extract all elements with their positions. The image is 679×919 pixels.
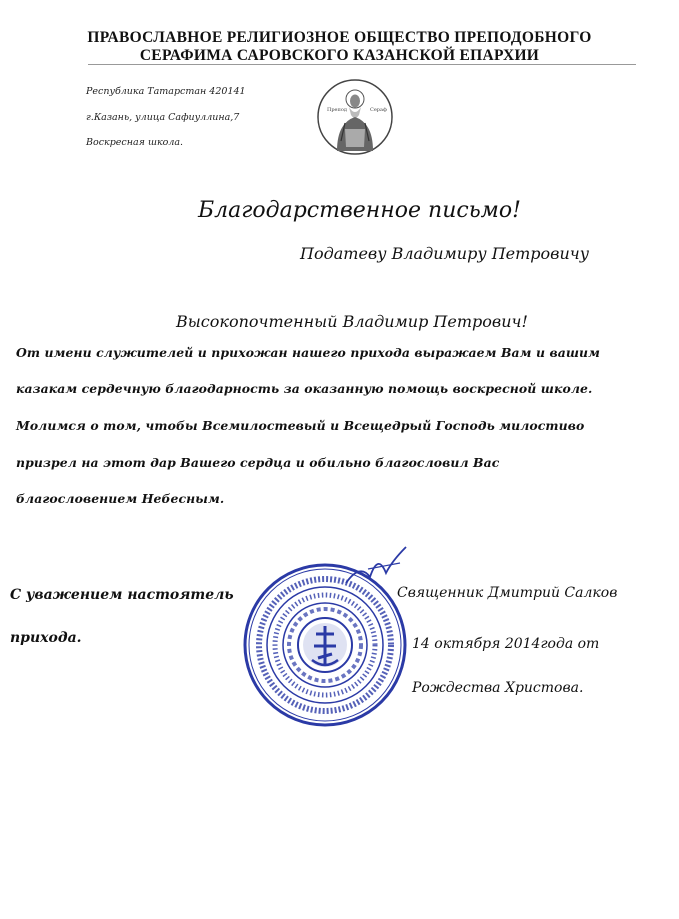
signoff-date-suffix: Рождества Христова. [412,680,584,696]
address-line3: Воскресная школа. [86,137,184,148]
body-line: От имени служителей и прихожан нашего прихода выражаем Вам и вашим [16,345,601,360]
org-name-line1: ПРАВОСЛАВНОЕ РЕЛИГИОЗНОЕ ОБЩЕСТВО ПРЕПОДОБНОГО [87,29,592,46]
org-name-line2: СЕРАФИМА САРОВСКОГО КАЗАНСКОЙ ЕПАРХИИ [139,47,540,64]
body-line: Молимся о том, чтобы Всемилостевый и Всещедрый Господь милостиво [16,418,585,433]
handwritten-signature [340,543,410,588]
svg-text:Препод: Препод [327,107,347,113]
body-line: казакам сердечную благодарность за оказанную помощь воскресной школе. [16,381,593,396]
saint-seraphim-icon [315,77,395,157]
header-divider [88,64,636,65]
address-line1: Республика Татарстан 420141 [86,86,246,97]
address-line2: г.Казань, улица Сафиуллина,7 [86,112,240,123]
body-line: призрел на этот дар Вашего сердца и обильно благословил Вас [16,455,500,470]
body-line: благословением Небесным. [16,491,225,506]
salutation: Высокопочтенный Владимир Петрович! [176,312,528,331]
letter-title: Благодарственное письмо! [198,198,522,223]
signoff-date: 14 октября 2014года от [412,636,600,652]
svg-text:Сераф: Сераф [370,107,387,113]
signoff-left-line1: С уважением настоятель [10,587,234,603]
signoff-priest-name: Священник Дмитрий Салков [397,585,618,601]
signoff-left-line2: прихода. [10,630,82,646]
recipient-name: Податеву Владимиру Петровичу [300,244,590,263]
